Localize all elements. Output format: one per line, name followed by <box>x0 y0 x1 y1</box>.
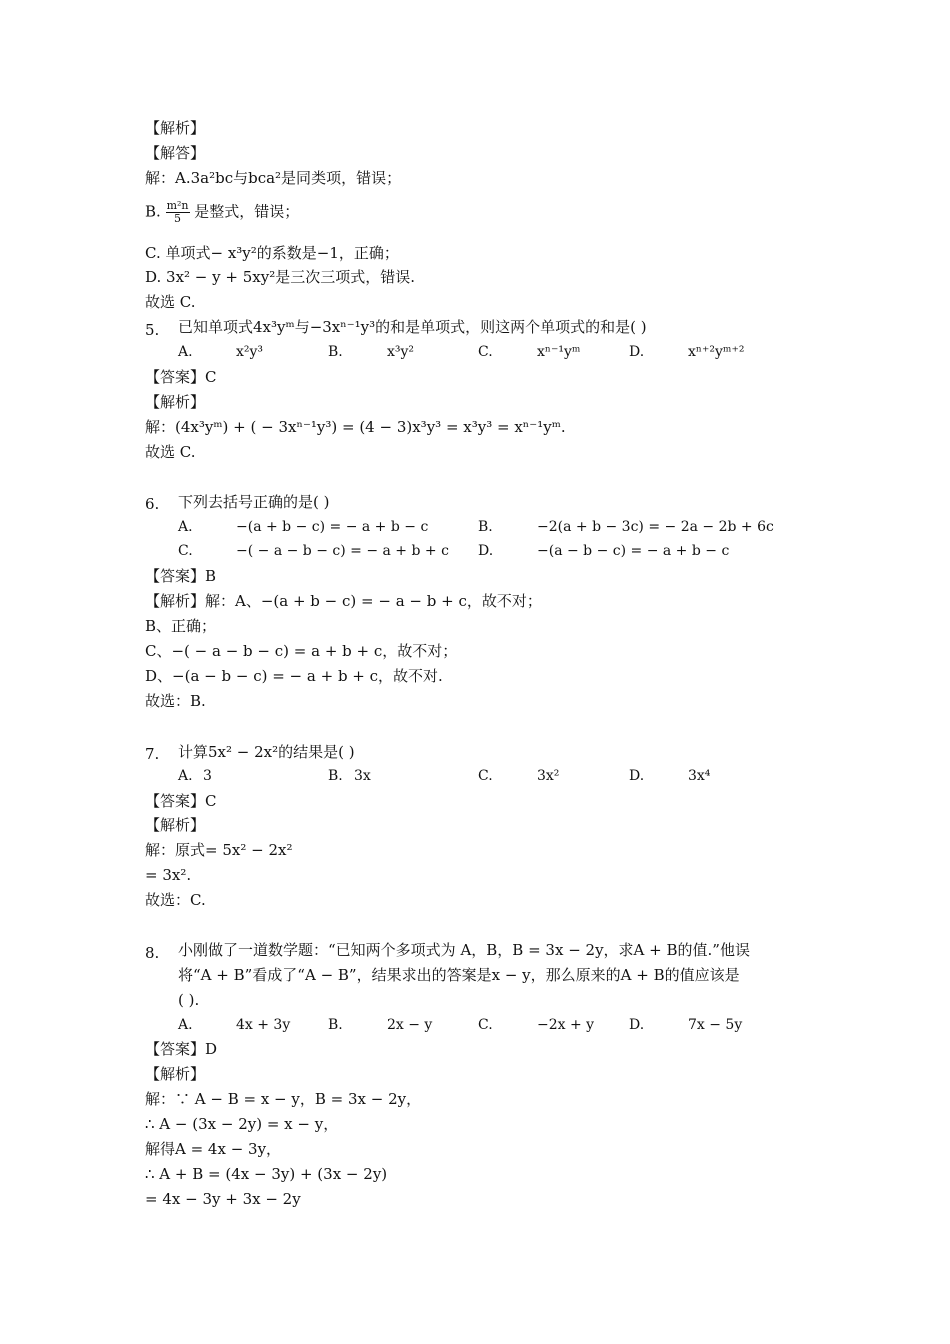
fraction <box>166 200 190 225</box>
option-label: A. <box>178 344 193 360</box>
answer-line: 【答案】B <box>145 567 217 585</box>
option-text: 3 <box>203 768 212 784</box>
answer-line: 【答案】C <box>145 368 217 386</box>
option-label: B. <box>328 1017 343 1033</box>
option-text: 4x + 3y <box>236 1017 291 1033</box>
conclusion: 故选：B. <box>145 692 206 710</box>
option-label: C. <box>478 344 493 360</box>
solution-line-a: 解：A.3a²bc与bca²是同类项，错误； <box>145 169 402 187</box>
question-number: 7. <box>145 745 160 763</box>
solution-line: = 3x². <box>145 866 192 884</box>
answer-line: 【答案】C <box>145 792 217 810</box>
option-label: B. <box>328 768 343 784</box>
fraction-numerator: m²n <box>166 199 189 212</box>
solution-line: C、−( − a − b − c) = a + b + c，故不对； <box>145 642 458 660</box>
solution-line: 解：原式= 5x² − 2x² <box>145 841 293 859</box>
option-text: −(a + b − c) = − a + b − c <box>236 519 429 535</box>
option-text: 2x − y <box>387 1017 433 1033</box>
fraction-denominator: 5 <box>174 212 182 225</box>
option-text: −2(a + b − 3c) = − 2a − 2b + 6c <box>537 519 774 535</box>
option-label: D. <box>629 1017 645 1033</box>
option-text: 3x <box>354 768 371 784</box>
option-label: B. <box>328 344 343 360</box>
question-stem-line-1: 小刚做了一道数学题：“已知两个多项式为 A，B，B = 3x − 2y，求A + B的值.”他误 <box>178 941 750 959</box>
solution-line: 解得A = 4x − 3y， <box>145 1140 282 1158</box>
answer-line: 【答案】D <box>145 1040 218 1058</box>
question-stem: 计算5x² − 2x²的结果是( ) <box>178 743 355 761</box>
conclusion: 故选 C. <box>145 293 196 311</box>
option-text: 3x² <box>537 768 560 784</box>
solution-line: 解：(4x³yᵐ) + ( − 3xⁿ⁻¹y³) = (4 − 3)x³y³ = x³y³ = xⁿ⁻¹yᵐ. <box>145 418 566 436</box>
option-label: A. <box>178 768 193 784</box>
question-number: 6. <box>145 495 160 513</box>
solution-line: 解：∵ A − B = x − y，B = 3x − 2y， <box>145 1090 422 1108</box>
option-label: C. <box>478 768 493 784</box>
analysis-heading: 【解析】 <box>145 393 206 411</box>
option-label: B. <box>478 519 493 535</box>
analysis-heading: 【解析】 <box>145 816 206 834</box>
question-stem: 下列去括号正确的是( ) <box>178 493 330 511</box>
option-label: A. <box>178 519 193 535</box>
solution-line-d: D. 3x² − y + 5xy²是三次三项式，错误. <box>145 268 415 286</box>
question-number: 8. <box>145 944 160 962</box>
option-label: D. <box>478 543 494 559</box>
solution-line-b-rest: 是整式，错误； <box>194 202 300 221</box>
question-stem-line-3: ( ). <box>178 991 200 1009</box>
option-text: −( − a − b − c) = − a + b + c <box>236 543 449 559</box>
solution-line: D、−(a − b − c) = − a + b + c，故不对. <box>145 667 443 685</box>
solution-line-b <box>145 200 299 225</box>
option-text: 3x⁴ <box>688 768 711 784</box>
solution-line: B、正确； <box>145 617 217 635</box>
analysis-heading: 【解析】 <box>145 119 206 137</box>
option-text: 7x − 5y <box>688 1017 743 1033</box>
option-label: A. <box>178 1017 193 1033</box>
answer-heading: 【解答】 <box>145 144 206 162</box>
conclusion: 故选 C. <box>145 443 196 461</box>
option-label: D. <box>629 768 645 784</box>
option-text: −(a − b − c) = − a + b − c <box>537 543 730 559</box>
question-stem-line-2: 将“A + B”看成了“A − B”，结果求出的答案是x − y，那么原来的A + B的值应该是 <box>178 966 740 984</box>
option-text: −2x + y <box>537 1017 595 1033</box>
option-text: xⁿ⁺²yᵐ⁺² <box>688 344 745 360</box>
option-label: C. <box>178 543 193 559</box>
option-text: xⁿ⁻¹yᵐ <box>537 344 581 360</box>
conclusion: 故选：C. <box>145 891 206 909</box>
option-label: D. <box>629 344 645 360</box>
analysis-heading: 【解析】 <box>145 1065 206 1083</box>
solution-line-c: C. 单项式− x³y²的系数是−1，正确； <box>145 244 399 262</box>
solution-line-b-label: B. <box>145 202 161 221</box>
option-text: x²y³ <box>236 344 264 360</box>
question-stem: 已知单项式4x³yᵐ与−3xⁿ⁻¹y³的和是单项式，则这两个单项式的和是( ) <box>178 318 647 336</box>
option-text: x³y² <box>387 344 415 360</box>
question-number: 5. <box>145 321 160 339</box>
option-label: C. <box>478 1017 493 1033</box>
solution-line: ∴ A + B = (4x − 3y) + (3x − 2y) <box>145 1165 388 1183</box>
solution-line: = 4x − 3y + 3x − 2y <box>145 1190 301 1208</box>
solution-line: ∴ A − (3x − 2y) = x − y， <box>145 1115 339 1133</box>
solution-line: 【解析】解：A、−(a + b − c) = − a − b + c，故不对； <box>145 592 542 610</box>
